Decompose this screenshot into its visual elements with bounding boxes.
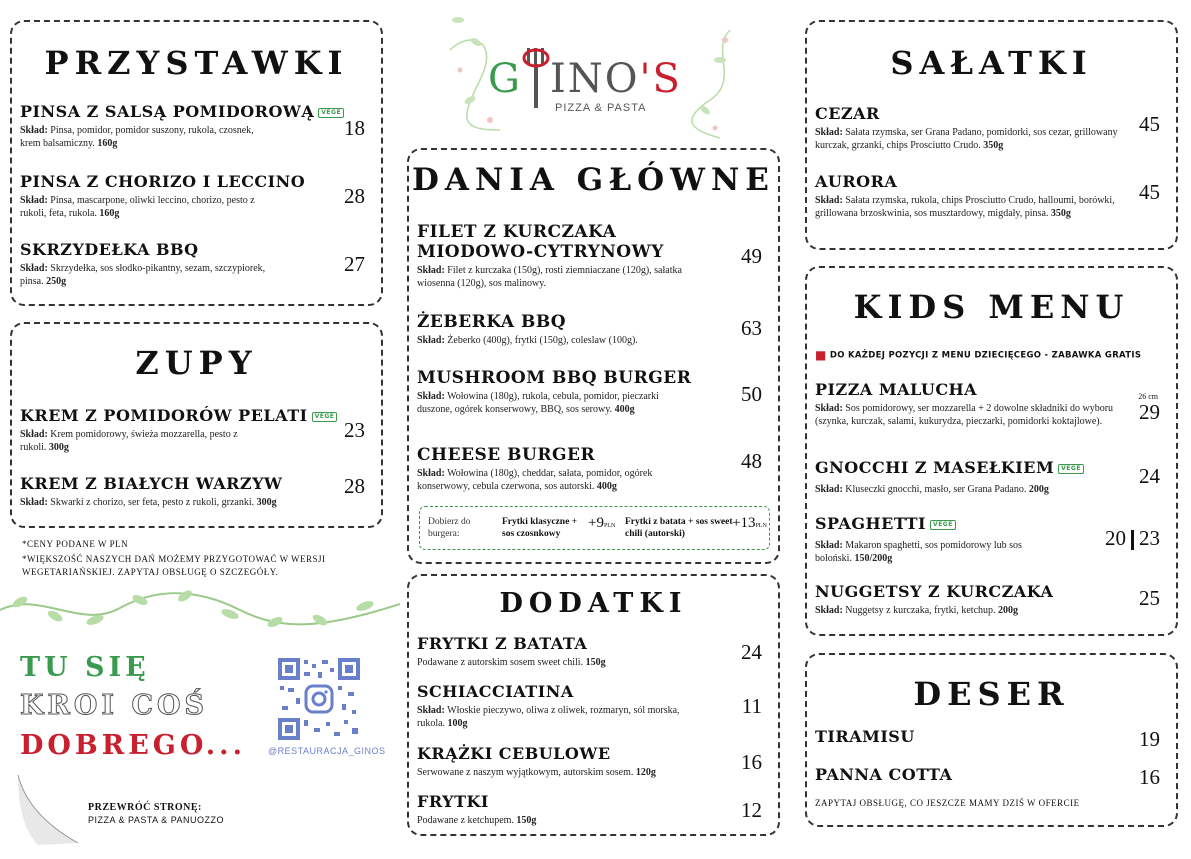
menu-item [20, 172, 373, 220]
addon-option1: Frytki klasyczne + sos czosnkowy [502, 517, 578, 539]
item-description: Krem pomidorowy, świeża mozzarella, pesto z rukoli. [20, 429, 238, 453]
vine-decoration [0, 580, 400, 640]
addon-price2: +13 [732, 515, 756, 531]
salatki-title: SAŁATKI [890, 44, 1093, 82]
item-price: 12 [741, 798, 762, 822]
item-price-2: 23 [1139, 526, 1160, 550]
item-label: Skład: [815, 540, 843, 551]
item-price: 49 [741, 244, 762, 268]
item-weight: 200g [1028, 484, 1049, 495]
flip-title: PRZEWRÓĆ STRONĘ: [88, 802, 202, 813]
addon-option2: Frytki z batata + sos sweet chili (autorski) [625, 517, 733, 539]
item-name: FILET Z KURCZAKA MIODOWO-CYTRYNOWY [417, 222, 664, 262]
item-weight: 150/200g [854, 553, 893, 564]
item-price: 63 [741, 316, 762, 340]
item-label: Skład: [417, 335, 445, 346]
item-price: 11 [741, 694, 762, 718]
item-description: Nuggetsy z kurczaka, frytki, ketchup. [845, 605, 996, 616]
item-name: ŻEBERKA BBQ [417, 312, 567, 332]
item-name: KREM Z POMIDORÓW PELATI [20, 406, 308, 425]
item-description: Sos pomidorowy, ser mozzarella + 2 dowolne składniki do wyboru (szynka, kurczak, salami, kukurydza, pieczarki, pomidorki koktajlowe). [815, 403, 1114, 427]
item-description: Włoskie pieczywo, oliwa z oliwek, rozmaryn, sól morska, rukola. [417, 705, 680, 729]
salatki-section [805, 20, 1178, 250]
item-weight: 350g [983, 140, 1004, 151]
flip-subtitle: PIZZA & PASTA & PANUOZZO [88, 815, 225, 825]
menu-item [815, 765, 1168, 789]
menu-item [417, 634, 770, 669]
item-price: 45 [1139, 180, 1160, 204]
item-name: CEZAR [815, 104, 880, 123]
menu-item [417, 368, 770, 416]
price-divider [1131, 530, 1134, 550]
logo [440, 10, 740, 140]
menu-item [815, 172, 1168, 220]
item-weight: 350g [1050, 208, 1071, 219]
item-price: 20 [1105, 526, 1126, 550]
item-label: Skład: [815, 605, 843, 616]
menu-item [20, 102, 373, 150]
item-label: Skład: [20, 429, 48, 440]
item-weight: 150g [585, 657, 606, 668]
vege-note: *WIĘKSZOŚĆ NASZYCH DAŃ MOŻEMY PRZYGOTOWAĆ W WERSJI WEGETARIAŃSKIEJ. ZAPYTAJ OBSŁUGĘ O SZCZEGÓŁY. [22, 554, 326, 577]
deser-title: DESER [913, 675, 1070, 713]
instagram-handle[interactable]: @RESTAURACJA_GINOS [268, 746, 386, 756]
vege-badge: VEGE [930, 520, 956, 530]
addon-unit: PLN [755, 523, 767, 529]
item-description: Skrzydełka, sos słodko-pikantny, sezam, szczypiorek, pinsa. [20, 263, 266, 287]
item-label: Skład: [20, 125, 48, 136]
menu-item [417, 312, 770, 347]
item-price: 23 [344, 418, 365, 442]
item-description: Pinsa, mascarpone, oliwki leccino, chorizo, pesto z rukoli, feta, rukola. [20, 195, 255, 219]
item-weight: 250g [46, 276, 67, 287]
menu-item [815, 104, 1168, 152]
item-price: 16 [741, 750, 762, 774]
item-price: 28 [344, 184, 365, 208]
item-price: 24 [741, 640, 762, 664]
item-price: 19 [1139, 727, 1160, 751]
item-price: 16 [1139, 765, 1160, 789]
logo-tagline: PIZZA & PASTA [555, 102, 647, 114]
logo-letter-g: G [488, 56, 522, 102]
burger-addon-box [419, 506, 770, 550]
kids-section [805, 266, 1178, 636]
item-label: Skład: [20, 263, 48, 274]
item-description: Kluseczki gnocchi, masło, ser Grana Padano. [845, 484, 1027, 495]
slogan-line2: KROI COŚ [20, 690, 208, 721]
item-name: PINSA Z SALSĄ POMIDOROWĄ [20, 102, 315, 121]
item-label: Skład: [20, 497, 48, 508]
item-name: KRĄŻKI CEBULOWE [417, 744, 611, 763]
slogan-line3: DOBREGO... [20, 730, 246, 761]
addon-label: Dobierz do burgera: [428, 517, 471, 539]
item-description: Makaron spaghetti, sos pomidorowy lub sos boloński. [815, 540, 1022, 564]
prices-note: *CENY PODANE W PLN [22, 539, 129, 549]
deser-section [805, 653, 1178, 827]
item-description: Skwarki z chorizo, ser feta, pesto z rukoli, grzanki. [50, 497, 255, 508]
vege-badge: VEGE [312, 412, 338, 422]
item-name: TIRAMISU [815, 727, 915, 746]
item-description: Sałata rzymska, rukola, chips Prosciutto Crudo, halloumi, borówki, grillowana brzoskwinia, sos musztardowy, migdały, pinsa. [815, 195, 1115, 219]
menu-item [815, 458, 1168, 496]
kids-promo [815, 348, 1141, 362]
item-label: Skład: [417, 391, 445, 402]
item-weight: 160g [97, 138, 118, 149]
item-description: Serwowane z naszym wyjątkowym, autorskim sosem. [417, 767, 634, 778]
przystawki-title: PRZYSTAWKI [44, 44, 349, 82]
item-name: SPAGHETTI [815, 514, 927, 533]
item-label: Skład: [417, 265, 445, 276]
item-name: GNOCCHI Z MASEŁKIEM [815, 458, 1055, 477]
przystawki-section [10, 20, 383, 306]
item-description: Podawane z autorskim sosem sweet chili. [417, 657, 584, 668]
item-weight: 300g [48, 442, 69, 453]
menu-item [20, 240, 373, 288]
vege-badge: VEGE [1058, 464, 1084, 474]
menu-item [815, 514, 1168, 565]
menu-item [20, 474, 373, 509]
kids-title: KIDS MENU [853, 288, 1130, 326]
item-label: Skład: [815, 195, 843, 206]
item-label: Skład: [417, 705, 445, 716]
item-weight: 120g [635, 767, 656, 778]
item-price: 28 [344, 474, 365, 498]
logo-letters-ino: INO [549, 56, 640, 102]
item-weight: 100g [447, 718, 468, 729]
logo-letters-s: 'S [639, 56, 682, 102]
fork-icon [522, 48, 550, 108]
item-weight: 150g [516, 815, 537, 826]
item-weight: 200g [998, 605, 1019, 616]
item-price: 27 [344, 252, 365, 276]
item-price: 24 [1139, 464, 1160, 488]
menu-item [417, 445, 770, 493]
menu-item [815, 582, 1168, 617]
menu-item [417, 682, 770, 730]
addon-price1: +9 [588, 515, 604, 531]
item-name: KREM Z BIAŁYCH WARZYW [20, 474, 283, 493]
kids-promo-text: DO KAŻDEJ POZYCJI Z MENU DZIECIĘCEGO - ZABAWKA GRATIS [829, 350, 1142, 361]
item-description: Żeberko (400g), frytki (150g), coleslaw (100g). [447, 335, 638, 346]
addon-unit: PLN [603, 523, 616, 529]
item-description: Wołowina (180g), rukola, cebula, pomidor, pieczarki duszone, ogórek konserwowy, BBQ, sos serowy. [417, 391, 659, 415]
item-name: SKRZYDEŁKA BBQ [20, 240, 199, 259]
item-name: FRYTKI [417, 792, 489, 811]
item-name: SCHIACCIATINA [417, 682, 574, 701]
item-price: 18 [344, 116, 365, 140]
item-description: Sałata rzymska, ser Grana Padano, pomidorki, sos cezar, grillowany kurczak, grzanki, chips Prosciutto Crudo. [815, 127, 1118, 151]
menu-item [417, 792, 770, 827]
item-name: MUSHROOM BBQ BURGER [417, 368, 692, 388]
deser-footer: ZAPYTAJ OBSŁUGĘ, CO JESZCZE MAMY DZIŚ W OFERCIE [815, 798, 1080, 808]
menu-item [417, 744, 770, 779]
dodatki-section [407, 574, 780, 836]
item-description: Podawane z ketchupem. [417, 815, 514, 826]
item-label: Skład: [815, 127, 843, 138]
item-description: Filet z kurczaka (150g), rosti ziemniaczane (120g), sałatka wiosenna (120g), sos malinowy. [417, 265, 682, 289]
item-name: NUGGETSY Z KURCZAKA [815, 582, 1054, 601]
item-price: 45 [1139, 112, 1160, 136]
page-curl-icon [8, 775, 88, 845]
item-price: 48 [741, 449, 762, 473]
item-price-pair [1105, 526, 1160, 551]
item-name: CHEESE BURGER [417, 445, 596, 465]
item-weight: 160g [99, 208, 120, 219]
menu-item [815, 727, 1168, 751]
menu-item [20, 406, 373, 454]
vege-badge: VEGE [318, 108, 344, 118]
item-name: PINSA Z CHORIZO I LECCINO [20, 172, 306, 191]
item-name: PIZZA MALUCHA [815, 380, 978, 399]
dania-section [407, 148, 780, 564]
qr-code[interactable] [278, 658, 360, 740]
item-weight: 400g [596, 481, 617, 492]
item-size: 26 cm [1138, 392, 1158, 401]
item-description: Wołowina (180g), cheddar, sałata, pomidor, ogórek konserwowy, cebula czerwona, sos autorski. [417, 468, 653, 492]
item-name: FRYTKI Z BATATA [417, 634, 588, 653]
dania-title: DANIA GŁÓWNE [412, 162, 775, 198]
item-label: Skład: [815, 403, 843, 414]
item-label: Skład: [20, 195, 48, 206]
item-description: Pinsa, pomidor, pomidor suszony, rukola, czosnek, krem balsamiczny. [20, 125, 254, 149]
zupy-title: ZUPY [135, 344, 258, 382]
item-label: Skład: [417, 468, 445, 479]
menu-item [815, 380, 1168, 428]
dodatki-title: DODATKI [499, 588, 688, 619]
item-label: Skład: [815, 484, 843, 495]
menu-item [417, 222, 770, 290]
item-price: 50 [741, 382, 762, 406]
item-weight: 300g [256, 497, 277, 508]
zupy-section [10, 322, 383, 528]
item-price: 25 [1139, 586, 1160, 610]
item-name: AURORA [815, 172, 898, 191]
item-price: 29 [1139, 400, 1160, 424]
toy-car-icon: ■ [815, 348, 827, 362]
item-weight: 400g [614, 404, 635, 415]
slogan-line1: TU SIĘ [20, 652, 150, 683]
item-name: PANNA COTTA [815, 765, 953, 784]
